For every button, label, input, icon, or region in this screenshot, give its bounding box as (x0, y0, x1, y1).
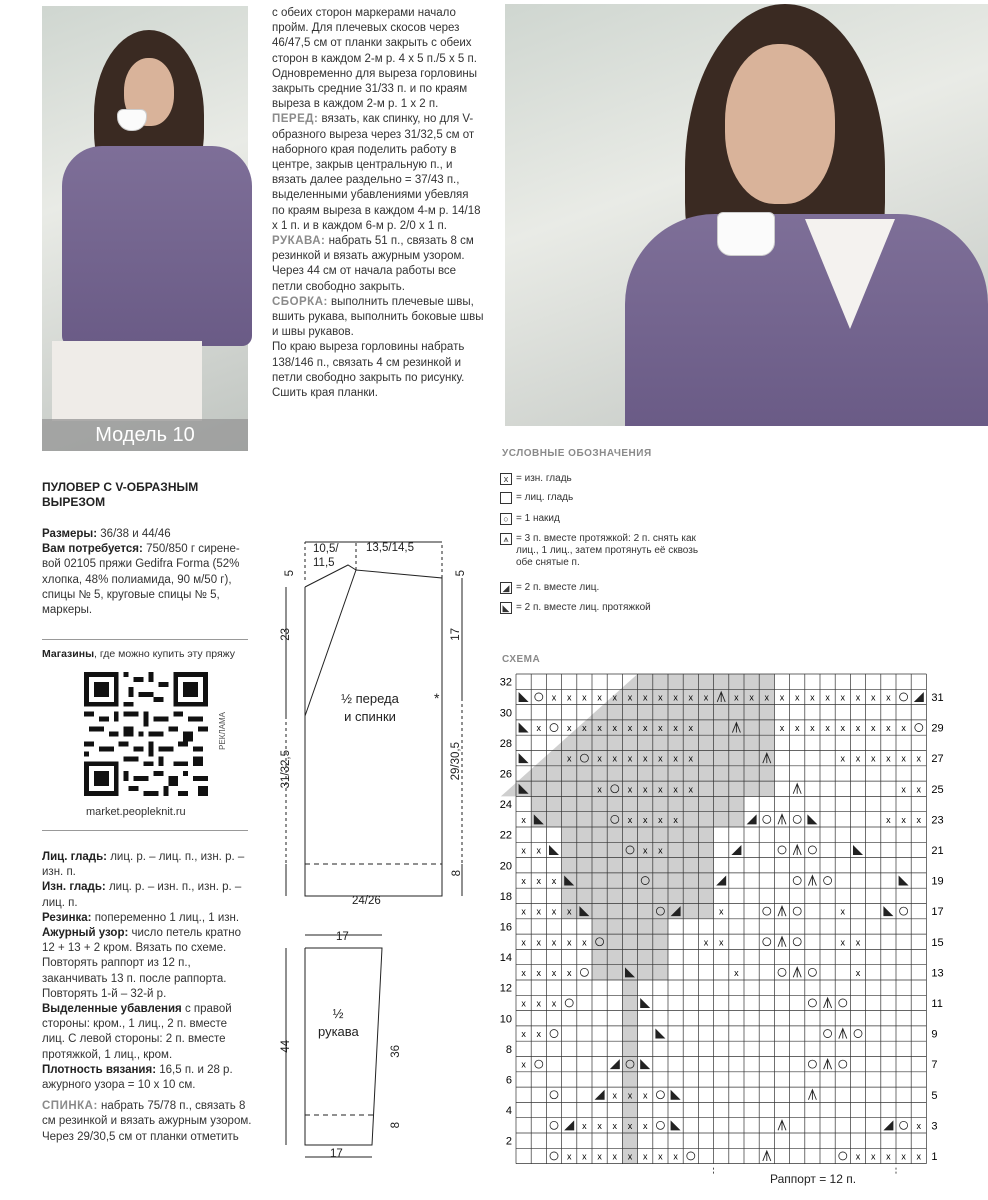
ssk-mark (640, 1059, 650, 1069)
pattern-title: ПУЛОВЕР С V-ОБРАЗНЫМ ВЫРЕЗОМ (42, 480, 199, 509)
purl-mark: x (521, 906, 526, 917)
yarn-over-mark (656, 1091, 664, 1099)
purl-mark: x (658, 814, 663, 825)
ssk-mark (549, 845, 559, 855)
row-label-right: 17 (931, 906, 944, 919)
purl-mark: x (840, 906, 846, 917)
row-label-right: 3 (931, 1120, 938, 1133)
purl-mark: x (612, 753, 618, 764)
purl-mark: x (612, 692, 618, 703)
central-decrease-mark (824, 1059, 832, 1069)
purl-mark: x (536, 906, 542, 917)
yarn-over-icon: ○ (500, 513, 512, 525)
scheme-title: СХЕМА (502, 654, 541, 665)
yarn-over-mark (535, 1060, 543, 1068)
row-label-left: 20 (499, 860, 512, 873)
yarn-over-mark (793, 938, 801, 946)
purl-mark: x (551, 876, 557, 887)
purl-mark: x (840, 692, 846, 703)
purl-mark: x (916, 753, 922, 764)
purl-mark: x (642, 845, 648, 856)
shop-url[interactable]: market.peopleknit.ru (86, 806, 186, 818)
yarn-over-mark (900, 1121, 908, 1129)
purl-mark: x (794, 723, 800, 734)
purl-mark: x (582, 723, 587, 734)
materials-block (42, 527, 250, 618)
definition-item: Изн. гладь: лиц. р. – изн. п., изн. р. – лиц. п. (42, 881, 242, 909)
central-decrease-mark (793, 967, 801, 977)
yarn-over-mark (824, 877, 832, 885)
row-label-left: 16 (499, 921, 512, 934)
yarn-over-mark (656, 1121, 664, 1129)
yarn-over-mark (580, 968, 588, 976)
central-decrease-icon: ⩚ (500, 533, 512, 545)
purl-mark: x (779, 723, 785, 734)
purl-mark: x (886, 814, 891, 825)
central-decrease-mark (778, 906, 786, 916)
yarn-over-mark (793, 877, 801, 885)
purl-mark: x (886, 692, 891, 703)
yarn-over-mark (854, 1030, 862, 1038)
purl-mark: x (642, 692, 648, 703)
purl-mark: x (642, 1090, 648, 1101)
purl-mark: x (642, 1120, 648, 1131)
purl-mark: x (521, 967, 526, 978)
definition-item: Плотность вязания: 16,5 п. и 28 р. ажурного узора = 10 х 10 см. (42, 1063, 233, 1092)
k2tog-mark (883, 1120, 893, 1130)
central-decrease-mark (808, 1090, 816, 1100)
yarn-over-mark (550, 724, 558, 732)
purl-mark: x (840, 723, 846, 734)
purl-mark: x (855, 692, 861, 703)
instruction-sleeves: РУКАВА: набрать 51 п., связать 8 см резинкой и вязать ажурным узором. Через 44 см от начала работы все петли свободно закрыть. (272, 235, 474, 293)
purl-mark: x (901, 784, 906, 795)
yarn-over-mark (550, 1152, 558, 1160)
purl-mark: x (840, 937, 846, 948)
legend-item: x = изн. гладь (500, 473, 572, 485)
central-decrease-mark (839, 1029, 847, 1039)
ssk-mark (519, 692, 529, 702)
purl-mark: x (916, 814, 922, 825)
k2tog-mark (716, 876, 726, 886)
purl-mark: x (886, 723, 891, 734)
row-label-right: 29 (931, 722, 944, 735)
yarn-over-mark (778, 968, 786, 976)
dim-width: 24/26 (352, 895, 381, 907)
purl-mark: x (901, 753, 906, 764)
row-label-right: 15 (931, 936, 944, 949)
instructions-column (272, 6, 484, 401)
purl-mark: x (673, 1151, 678, 1162)
dim-top-right: 13,5/14,5 (366, 542, 414, 554)
row-label-left: 32 (499, 676, 512, 689)
model-caption: Модель 10 (42, 419, 248, 451)
knitting-chart (498, 672, 944, 1192)
ssk-mark (655, 1029, 665, 1039)
row-label-right: 23 (931, 814, 944, 827)
marker-star: * (434, 690, 440, 706)
pattern-label: ½ переда и спинки (341, 691, 399, 724)
purl-mark: x (597, 692, 602, 703)
row-label-right: 27 (931, 753, 944, 766)
purl-mark: x (612, 1151, 618, 1162)
yarn-over-mark (550, 1091, 558, 1099)
yarn-over-mark (763, 938, 771, 946)
purl-mark: x (870, 723, 876, 734)
purl-mark: x (582, 692, 587, 703)
central-decrease-mark (793, 784, 801, 794)
purl-mark: x (688, 753, 694, 764)
purl-mark: x (551, 906, 557, 917)
purl-mark: x (886, 1151, 891, 1162)
purl-mark: x (870, 1151, 876, 1162)
purl-mark: x (916, 1120, 922, 1131)
ssk-mark (807, 814, 817, 824)
purl-mark: x (855, 753, 861, 764)
purl-mark: x (597, 1151, 602, 1162)
definition-item: Резинка: попеременно 1 лиц., 1 изн. (42, 911, 240, 924)
sleeve-dim-top: 17 (336, 931, 349, 943)
purl-mark: x (536, 845, 542, 856)
purl-mark: x (688, 723, 694, 734)
ssk-mark (671, 1120, 681, 1130)
yarn-over-mark (550, 1121, 558, 1129)
purl-mark: x (521, 937, 526, 948)
purl-mark: x (688, 692, 694, 703)
purl-mark: x (810, 692, 815, 703)
purl-mark: x (825, 692, 830, 703)
central-decrease-mark (793, 845, 801, 855)
purl-mark: x (749, 692, 754, 703)
purl-mark: x (521, 1059, 526, 1070)
central-decrease-mark (824, 998, 832, 1008)
purl-mark: x (703, 692, 709, 703)
row-label-left: 10 (499, 1013, 512, 1026)
purl-mark: x (855, 723, 861, 734)
yarn-over-mark (763, 907, 771, 915)
purl-mark: x (551, 967, 557, 978)
purl-mark: x (673, 753, 678, 764)
yarn-over-mark (808, 968, 816, 976)
purl-mark: x (536, 876, 542, 887)
purl-mark: x (901, 1151, 906, 1162)
row-label-left: 30 (499, 707, 512, 720)
k2tog-mark (747, 814, 757, 824)
row-label-left: 12 (499, 982, 512, 995)
central-decrease-mark (778, 937, 786, 947)
instruction-assembly: СБОРКА: выполнить плечевые швы, вшить рукава, выполнить боковые швы и швы рукавов. (272, 295, 484, 339)
ssk-mark (853, 845, 863, 855)
purl-mark: x (582, 937, 587, 948)
row-label-right: 25 (931, 783, 944, 796)
purl-mark: x (597, 753, 602, 764)
dim-ribbing: 8 (451, 870, 463, 877)
purl-mark: x (870, 753, 876, 764)
purl-mark: x (521, 845, 526, 856)
purl-mark: x (901, 814, 906, 825)
purl-mark: x (916, 784, 922, 795)
purl-mark: x (536, 1029, 542, 1040)
dim-armhole-right: 17 (450, 628, 462, 641)
purl-mark: x (566, 692, 572, 703)
purl-mark: x (658, 845, 663, 856)
yarn-over-mark (915, 724, 923, 732)
sleeve-dim-bottom: 17 (330, 1148, 343, 1160)
purl-mark: x (916, 1151, 922, 1162)
purl-mark: x (673, 692, 678, 703)
row-label-right: 21 (931, 844, 944, 857)
k2tog-mark (610, 1059, 620, 1069)
materials: Вам потребуется: 750/850 г сирене-вой 02105 пряжи Gedifra Forma (52% хлопка, 48% полиамида, 90 м/50 г), спицы № 5, круговые спицы № 5, маркеры. (42, 543, 240, 617)
instruction-front: ПЕРЕД: вязать, как спинку, но для V-образного выреза через 31/32,5 см от наборного края поделить работу в центре, закрыв центральную п., и вязать далее раздельно = 37/43 п., выделенными убавлениями убевляя по краям выреза в каждом 4-м р. 14/18 х 1 п. и в каждом 6-м р. 2/0 х 1 п. (272, 113, 481, 232)
purl-mark: x (825, 723, 830, 734)
purl-mark: x (642, 814, 648, 825)
sizes: Размеры: 36/38 и 44/46 (42, 528, 171, 540)
purl-mark: x (582, 1120, 587, 1131)
dim-body-left: 31/32,5 (280, 750, 292, 789)
row-label-right: 7 (931, 1059, 938, 1072)
central-decrease-mark (778, 814, 786, 824)
ssk-mark (899, 876, 909, 886)
instructions-outro: По краю выреза горловины набрать 138/146 п., связать 4 см резинкой и петли свободно закрыть по рисунку. Сшить края планки. (272, 341, 465, 400)
yarn-over-mark (793, 907, 801, 915)
yarn-over-mark (824, 1030, 832, 1038)
yarn-over-mark (793, 815, 801, 823)
dim-shoulder-right: 5 (455, 570, 467, 577)
purl-mark: x (703, 937, 709, 948)
sleeve-dim-ribbing: 8 (390, 1122, 402, 1129)
purl-mark: x (794, 692, 800, 703)
purl-mark: x (673, 814, 678, 825)
legend-item: ◣ = 2 п. вместе лиц. протяжкой (500, 602, 651, 614)
purl-mark: x (612, 723, 618, 734)
ssk-mark (519, 753, 529, 763)
purl-mark: x (627, 753, 633, 764)
purl-mark: x (627, 1151, 633, 1162)
yarn-over-mark (535, 693, 543, 701)
purl-mark: x (658, 1151, 663, 1162)
purl-mark: x (627, 1090, 633, 1101)
purl-mark: x (642, 723, 648, 734)
central-decrease-mark (808, 876, 816, 886)
purl-mark: x (734, 692, 739, 703)
k2tog-mark (731, 845, 741, 855)
sleeve-dim-left: 44 (280, 1040, 292, 1053)
purl-mark: x (566, 906, 572, 917)
k2tog-mark (914, 692, 924, 702)
purl-mark: x (627, 692, 633, 703)
row-label-right: 9 (931, 1028, 938, 1041)
purl-mark: x (521, 876, 526, 887)
knit-icon (500, 492, 512, 504)
yarn-over-mark (687, 1152, 695, 1160)
purl-mark: x (597, 723, 602, 734)
purl-mark: x (658, 784, 663, 795)
row-label-right: 1 (931, 1150, 938, 1163)
row-label-left: 8 (505, 1043, 512, 1056)
definition-item: Выделенные убавления с правой стороны: кром., 1 лиц., 2 п. вместе лиц. С левой стороны: 2 п. вместе протяжкой, 1 лиц., кром. (42, 1003, 232, 1061)
row-label-right: 13 (931, 967, 944, 980)
purl-mark: x (901, 723, 906, 734)
yarn-over-mark (778, 846, 786, 854)
dim-shoulder-left: 5 (284, 570, 296, 577)
dim-armhole-left: 23 (280, 628, 292, 641)
purl-mark: x (612, 1090, 618, 1101)
purl-mark: x (536, 998, 542, 1009)
yarn-over-mark (839, 999, 847, 1007)
row-label-left: 2 (505, 1135, 512, 1148)
row-label-right: 11 (931, 997, 943, 1010)
purl-mark: x (566, 937, 572, 948)
purl-mark: x (642, 784, 648, 795)
ssk-mark (640, 998, 650, 1008)
purl-mark: x (886, 753, 891, 764)
row-label-left: 4 (505, 1105, 512, 1118)
purl-mark: x (627, 723, 633, 734)
purl-mark: x (566, 723, 572, 734)
definition-item: Ажурный узор: число петель кратно 12 + 13 + 2 кром. Вязать по схеме. Повторять раппорт из 12 п., заканчивать 13 п. после раппорта. Повторять 1-й – 32-й р. (42, 927, 241, 1000)
yarn-over-mark (839, 1060, 847, 1068)
purl-mark: x (566, 1151, 572, 1162)
purl-mark: x (551, 998, 557, 1009)
central-decrease-mark (778, 1120, 786, 1130)
purl-mark: x (551, 937, 557, 948)
purl-mark: x (658, 753, 663, 764)
purl-mark: x (612, 1120, 618, 1131)
purl-mark: x (642, 753, 648, 764)
purl-mark: x (734, 967, 739, 978)
purl-mark: x (566, 753, 572, 764)
ssk-mark (671, 1090, 681, 1100)
purl-mark: x (642, 1151, 648, 1162)
yarn-over-mark (565, 999, 573, 1007)
definition-item: Лиц. гладь: лиц. р. – лиц. п., изн. р. – изн. п. (42, 851, 245, 879)
purl-mark: x (779, 692, 785, 703)
purl-mark: x (718, 937, 724, 948)
legend-item: ◢ = 2 п. вместе лиц. (500, 582, 599, 594)
k2tog-mark (595, 1090, 605, 1100)
purl-mark: x (627, 784, 633, 795)
row-label-left: 14 (499, 952, 512, 965)
yarn-over-mark (839, 1152, 847, 1160)
ssk-mark (519, 723, 529, 733)
purl-mark: x (521, 1029, 526, 1040)
row-label-left: 28 (499, 737, 512, 750)
purl-mark: x (627, 1120, 633, 1131)
purl-mark: x (658, 723, 663, 734)
purl-mark: x (810, 723, 815, 734)
row-label-left: 6 (505, 1074, 512, 1087)
ssk-mark (883, 906, 893, 916)
sleeve-label: ½ рукава (318, 1006, 359, 1039)
purl-mark: x (688, 784, 694, 795)
sleeve-dim-right: 36 (390, 1045, 402, 1058)
purl-mark: x (855, 967, 861, 978)
yarn-over-mark (900, 907, 908, 915)
dim-top-left: 10,5/ 11,5 (313, 543, 339, 569)
yarn-over-mark (763, 815, 771, 823)
shops-line: Магазины, где можно купить эту пряжу (42, 648, 236, 660)
purl-mark: x (870, 692, 876, 703)
purl-mark: x (521, 814, 526, 825)
purl-mark: x (673, 784, 678, 795)
legend-item: ○ = 1 накид (500, 513, 560, 525)
row-label-right: 19 (931, 875, 944, 888)
instructions-intro: с обеих сторон маркерами начало пройм. Для плечевых скосов через 46/47,5 см от планки закрыть с обеих сторон в каждом 2-м р. 4 х 5 п./5 х 5 п. Одновременно для выреза горловины закрыть средние 31/33 п. и по краям выреза в каждом 2-м р. 1 х 2 п. (272, 7, 477, 111)
k2tog-mark (564, 1120, 574, 1130)
row-label-right: 31 (931, 691, 944, 704)
purl-mark: x (855, 1151, 861, 1162)
purl-mark: x (855, 937, 861, 948)
purl-mark: x (718, 906, 724, 917)
row-label-left: 26 (499, 768, 512, 781)
purl-mark: x (521, 998, 526, 1009)
legend-item: ⩚ = 3 п. вместе протяжкой: 2 п. снять как лиц., 1 лиц., затем протянуть её сквозь обе снятые п. (500, 533, 705, 569)
purl-mark: x (673, 723, 678, 734)
ad-label: РЕКЛАМА (218, 712, 227, 750)
definitions-block (42, 850, 252, 1145)
definition-item: СПИНКА: набрать 75/78 п., связать 8 см резинкой и вязать ажурным узором. Через 29/30,5 см от планки отметить (42, 1100, 252, 1143)
purl-mark: x (536, 723, 542, 734)
model-photo-large (505, 4, 988, 426)
row-label-left: 18 (499, 890, 512, 903)
purl-mark: x (658, 692, 663, 703)
k2tog-icon: ◢ (500, 582, 512, 594)
yarn-over-mark (808, 1060, 816, 1068)
purl-mark: x (627, 814, 633, 825)
legend-item: = лиц. гладь (500, 492, 573, 504)
central-decrease-mark (763, 1151, 771, 1161)
purl-mark: x (582, 1151, 587, 1162)
qr-code[interactable] (84, 672, 208, 796)
purl-mark: x (566, 967, 572, 978)
purl-mark: x (536, 967, 542, 978)
purl-mark: x (764, 692, 770, 703)
purl-mark: x (536, 937, 542, 948)
model-photo-small (42, 6, 248, 451)
rapport-label: Раппорт = 12 п. (770, 1172, 857, 1186)
yarn-over-mark (808, 846, 816, 854)
yarn-over-mark (900, 693, 908, 701)
purl-mark: x (840, 753, 846, 764)
ssk-icon: ◣ (500, 602, 512, 614)
row-label-left: 22 (499, 829, 512, 842)
legend-title: УСЛОВНЫЕ ОБОЗНАЧЕНИЯ (502, 448, 652, 459)
dim-body-right: 29/30,5 (450, 742, 462, 781)
purl-mark: x (597, 1120, 602, 1131)
purl-mark: x (597, 784, 602, 795)
purl-mark: x (551, 692, 557, 703)
purl-icon: x (500, 473, 512, 485)
yarn-over-mark (550, 1030, 558, 1038)
row-label-right: 5 (931, 1089, 938, 1102)
yarn-over-mark (808, 999, 816, 1007)
row-label-left: 24 (499, 799, 512, 812)
